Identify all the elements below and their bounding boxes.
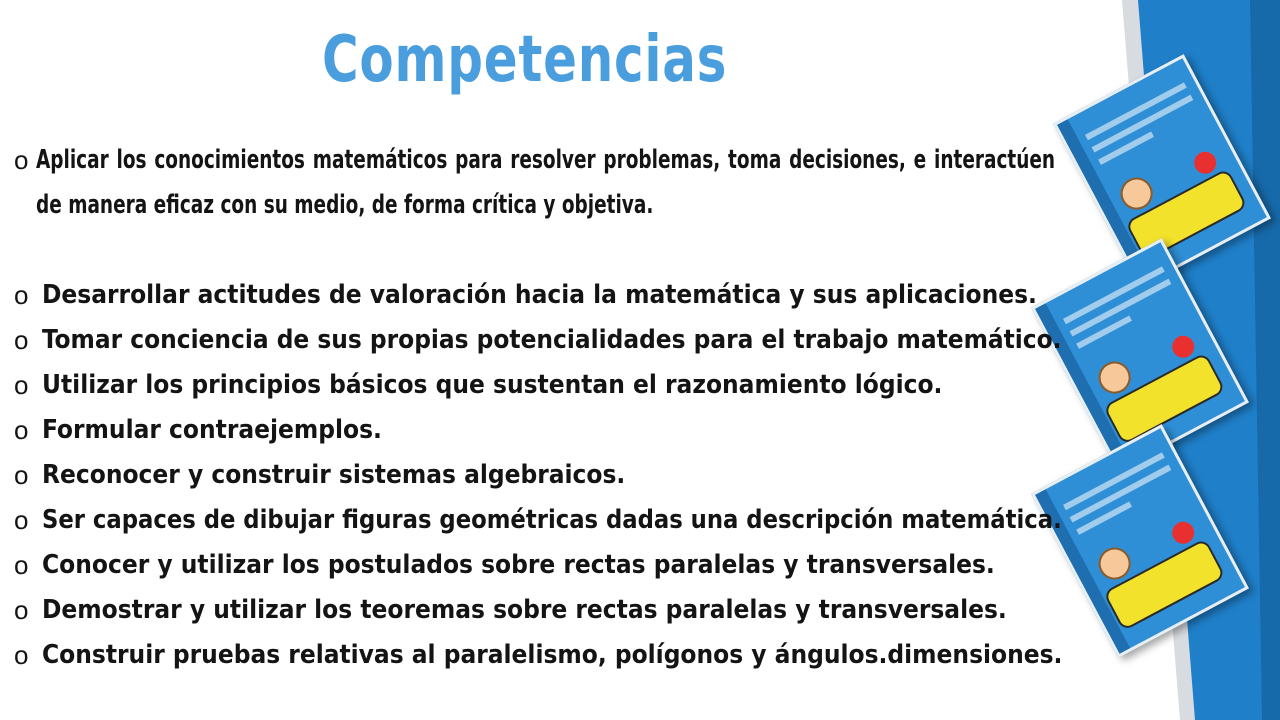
bullet-marker: o bbox=[14, 415, 29, 445]
list-item bbox=[14, 588, 1059, 633]
list-item-text: Demostrar y utilizar los teoremas sobre rectas paralelas y transversales. bbox=[42, 595, 1007, 625]
list-item bbox=[14, 318, 1062, 363]
bullet-marker: o bbox=[14, 505, 29, 535]
list-item bbox=[14, 453, 1059, 498]
list-item bbox=[14, 633, 1063, 678]
slide-title: Competencias bbox=[322, 23, 728, 97]
book-cover-line bbox=[1098, 131, 1154, 164]
list-item bbox=[14, 498, 1062, 543]
list-item bbox=[14, 543, 1059, 588]
list-item-text: Reconocer y construir sistemas algebraicos. bbox=[42, 460, 626, 490]
bullet-marker: o bbox=[14, 595, 29, 625]
competencias-list bbox=[14, 138, 1063, 678]
list-item bbox=[14, 138, 1059, 273]
list-item-text: Tomar conciencia de sus propias potencialidades para el trabajo matemático. bbox=[42, 325, 1062, 355]
bullet-marker: o bbox=[14, 145, 29, 175]
list-item-text: Aplicar los conocimientos matemáticos para resolver problemas, toma decisiones, e interactúen de manera eficaz con su medio, de forma crítica y objetiva. bbox=[36, 145, 1056, 220]
bullet-marker: o bbox=[14, 550, 29, 580]
list-item-text: Desarrollar actitudes de valoración hacia la matemática y sus aplicaciones. bbox=[42, 280, 1037, 310]
book-cover-line bbox=[1076, 315, 1132, 348]
list-item-text: Construir pruebas relativas al paralelismo, polígonos y ángulos.dimensiones. bbox=[42, 640, 1063, 670]
bullet-marker: o bbox=[14, 325, 29, 355]
list-item bbox=[14, 363, 1059, 408]
list-item bbox=[14, 408, 1059, 453]
list-item-text: Conocer y utilizar los postulados sobre rectas paralelas y transversales. bbox=[42, 550, 995, 580]
bullet-marker: o bbox=[14, 640, 29, 670]
list-item-text: Utilizar los principios básicos que sustentan el razonamiento lógico. bbox=[42, 370, 943, 400]
list-item-text: Ser capaces de dibujar figuras geométricas dadas una descripción matemática. bbox=[42, 505, 1062, 535]
list-item-text: Formular contraejemplos. bbox=[42, 415, 382, 445]
panel-blue-shade bbox=[1250, 0, 1280, 720]
bullet-marker: o bbox=[14, 370, 29, 400]
bullet-marker: o bbox=[14, 280, 29, 310]
bullet-marker: o bbox=[14, 460, 29, 490]
list-item bbox=[14, 273, 1059, 318]
